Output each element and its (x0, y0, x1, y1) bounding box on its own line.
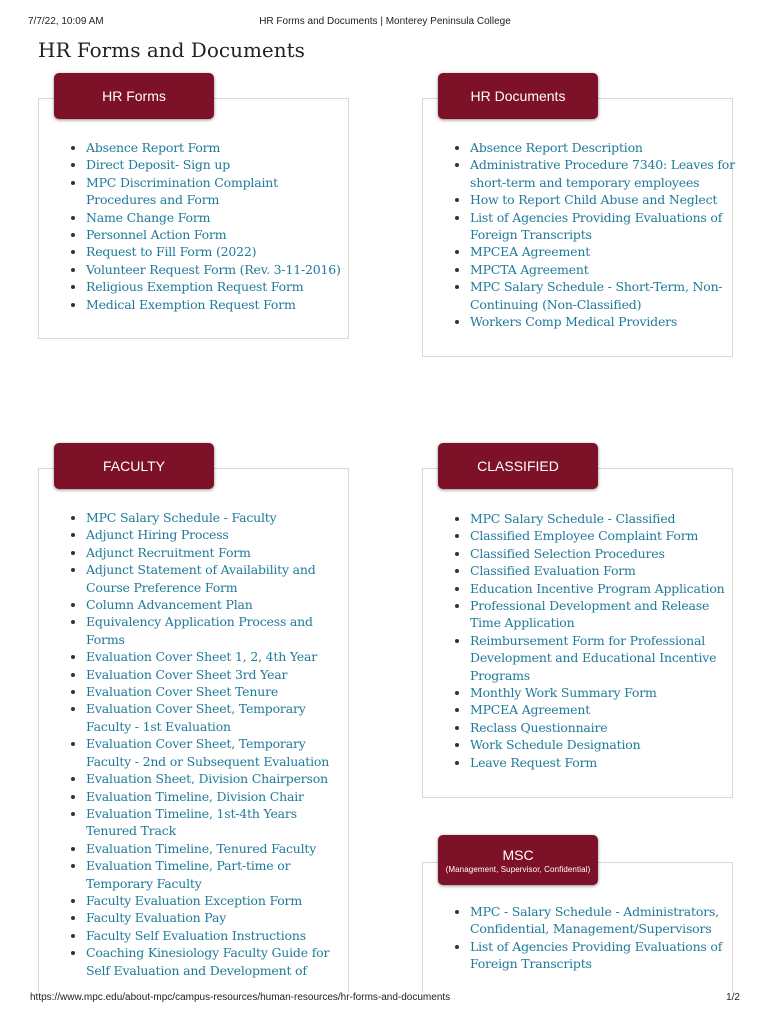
list-item (86, 805, 346, 840)
document-link[interactable]: Personnel Action Form (86, 227, 227, 243)
document-link[interactable]: Evaluation Timeline, 1st-4th Years Tenured Track (86, 805, 297, 839)
document-link[interactable]: Professional Development and Release Time Application (470, 598, 710, 631)
document-link[interactable]: Reimbursement Form for Professional Development and Educational Incentive Programs (470, 632, 717, 683)
document-link[interactable]: MPC - Salary Schedule - Administrators, Confidential, Management/Supervisors (470, 904, 719, 937)
list-item (86, 909, 346, 926)
list-item (470, 632, 736, 684)
list-item (86, 613, 346, 648)
print-footer (30, 992, 740, 1006)
list-item (470, 243, 736, 260)
list-item (470, 510, 736, 527)
document-link[interactable]: MPC Salary Schedule - Classified (470, 511, 676, 526)
document-link[interactable]: MPC Discrimination Complaint Procedures and Form (86, 174, 278, 208)
document-link[interactable]: MPCEA Agreement (470, 244, 591, 260)
list-item (470, 903, 736, 938)
classified-tab-label: CLASSIFIED (477, 458, 559, 474)
list-item (86, 156, 351, 173)
print-date: 7/7/22, 10:09 AM (28, 16, 104, 27)
list-item (470, 527, 736, 544)
document-link[interactable]: Adjunct Statement of Availability and Course Preference Form (86, 562, 316, 595)
document-link[interactable]: Coaching Kinesiology Faculty Guide for Self Evaluation and Development of (86, 945, 330, 978)
document-link[interactable]: Evaluation Cover Sheet, Temporary Faculty - 2nd or Subsequent Evaluation (86, 736, 330, 769)
document-link[interactable]: Equivalency Application Process and Forms (86, 614, 313, 647)
list-item (470, 562, 736, 579)
list-item (86, 296, 351, 313)
list-item (470, 191, 736, 208)
list-item (470, 754, 736, 771)
list-item (86, 561, 346, 596)
list-item (86, 544, 346, 561)
document-link[interactable]: Reclass Questionnaire (470, 719, 608, 735)
list-item (86, 648, 346, 665)
document-link[interactable]: Evaluation Cover Sheet 1, 2, 4th Year (86, 649, 318, 665)
list-item (86, 770, 346, 787)
msc-tab-subtitle: (Management, Supervisor, Confidential) (445, 864, 591, 874)
document-link[interactable]: Evaluation Cover Sheet Tenure (86, 684, 279, 700)
document-link[interactable]: Monthly Work Summary Form (470, 685, 657, 701)
document-link[interactable]: MPC Salary Schedule - Short-Term, Non-Continuing (Non-Classified) (470, 279, 723, 312)
faculty-tab (54, 443, 214, 489)
hr-forms-tab-label: HR Forms (102, 88, 166, 104)
document-link[interactable]: Administrative Procedure 7340: Leaves for short-term and temporary employees (470, 157, 735, 190)
list-item (470, 719, 736, 736)
list-item (86, 261, 351, 278)
list-item (86, 840, 346, 857)
document-link[interactable]: Work Schedule Designation (470, 737, 641, 753)
list-item (86, 927, 346, 944)
document-link[interactable]: MPC Salary Schedule - Faculty (86, 510, 277, 525)
document-link[interactable]: Volunteer Request Form (Rev. 3-11-2016) (86, 261, 341, 277)
document-link[interactable]: Adjunct Hiring Process (86, 527, 229, 543)
document-link[interactable]: Faculty Evaluation Exception Form (86, 892, 302, 908)
msc-tab (438, 835, 598, 885)
document-link[interactable]: Direct Deposit- Sign up (86, 157, 231, 173)
document-link[interactable]: Religious Exemption Request Form (86, 279, 304, 295)
list-item (86, 892, 346, 909)
list-item (470, 545, 736, 562)
document-link[interactable]: Adjunct Recruitment Form (86, 544, 251, 560)
list-item (86, 666, 346, 683)
list-item (470, 701, 736, 718)
document-link[interactable]: Absence Report Description (470, 140, 643, 155)
list-item (470, 261, 736, 278)
list-item (470, 736, 736, 753)
document-link[interactable]: Evaluation Timeline, Tenured Faculty (86, 840, 317, 856)
classified-tab (438, 443, 598, 489)
list-item (86, 526, 346, 543)
document-link[interactable]: Workers Comp Medical Providers (470, 314, 678, 330)
print-url: https://www.mpc.edu/about-mpc/campus-resources/human-resources/hr-forms-and-documents (30, 992, 451, 1003)
document-link[interactable]: Medical Exemption Request Form (86, 296, 296, 312)
list-item (86, 174, 351, 209)
hr-documents-tab (438, 73, 598, 119)
faculty-tab-label: FACULTY (103, 458, 165, 474)
document-link[interactable]: MPCEA Agreement (470, 702, 591, 718)
list-item (470, 156, 736, 191)
list-item (86, 243, 351, 260)
list-item (86, 683, 346, 700)
list-item (470, 313, 736, 330)
list-item (470, 938, 736, 973)
document-link[interactable]: List of Agencies Providing Evaluations of Foreign Transcripts (470, 938, 723, 972)
document-link[interactable]: Column Advancement Plan (86, 597, 253, 613)
hr-documents-tab-label: HR Documents (470, 88, 566, 104)
document-link[interactable]: List of Agencies Providing Evaluations of Foreign Transcripts (470, 209, 723, 243)
document-link[interactable]: Education Incentive Program Application (470, 580, 725, 596)
document-link[interactable]: Classified Evaluation Form (470, 563, 636, 579)
document-link[interactable]: Evaluation Timeline, Division Chair (86, 788, 304, 804)
print-document-title: HR Forms and Documents | Monterey Peninsula College (259, 16, 511, 27)
hr-forms-tab (54, 73, 214, 119)
document-link[interactable]: Name Change Form (86, 209, 211, 225)
document-link[interactable]: Faculty Evaluation Pay (86, 910, 227, 926)
document-link[interactable]: How to Report Child Abuse and Neglect (470, 192, 718, 208)
list-item (86, 226, 351, 243)
document-link[interactable]: Evaluation Cover Sheet 3rd Year (86, 666, 288, 682)
document-link[interactable]: Classified Employee Complaint Form (470, 528, 699, 544)
hr-documents-list (454, 139, 736, 330)
document-link[interactable]: Faculty Self Evaluation Instructions (86, 927, 306, 943)
list-item (86, 788, 346, 805)
list-item (470, 209, 736, 244)
list-item (86, 278, 351, 295)
list-item (470, 278, 736, 313)
list-item (470, 684, 736, 701)
document-link[interactable]: Leave Request Form (470, 754, 597, 770)
document-link[interactable]: Evaluation Cover Sheet, Temporary Faculty - 1st Evaluation (86, 701, 306, 734)
list-item (86, 139, 351, 156)
document-link[interactable]: Evaluation Timeline, Part-time or Temporary Faculty (86, 858, 291, 891)
list-item (470, 139, 736, 156)
hr-forms-list (70, 139, 351, 313)
document-link[interactable]: MPCTA Agreement (470, 261, 589, 277)
page-title: HR Forms and Documents (38, 38, 305, 62)
faculty-list (70, 509, 346, 979)
list-item (86, 596, 346, 613)
print-header (28, 16, 742, 32)
classified-list (454, 510, 736, 771)
document-link[interactable]: Evaluation Sheet, Division Chairperson (86, 771, 328, 787)
list-item (86, 735, 346, 770)
msc-tab-label: MSC (502, 846, 534, 863)
list-item (86, 509, 346, 526)
document-link[interactable]: Request to Fill Form (2022) (86, 244, 257, 260)
list-item (86, 700, 346, 735)
list-item (86, 209, 351, 226)
document-link[interactable]: Classified Selection Procedures (470, 545, 665, 561)
document-link[interactable]: Absence Report Form (86, 140, 221, 155)
list-item (470, 580, 736, 597)
msc-list (454, 903, 736, 973)
list-item (86, 944, 346, 979)
list-item (470, 597, 736, 632)
list-item (86, 857, 346, 892)
page-number: 1/2 (726, 992, 740, 1003)
